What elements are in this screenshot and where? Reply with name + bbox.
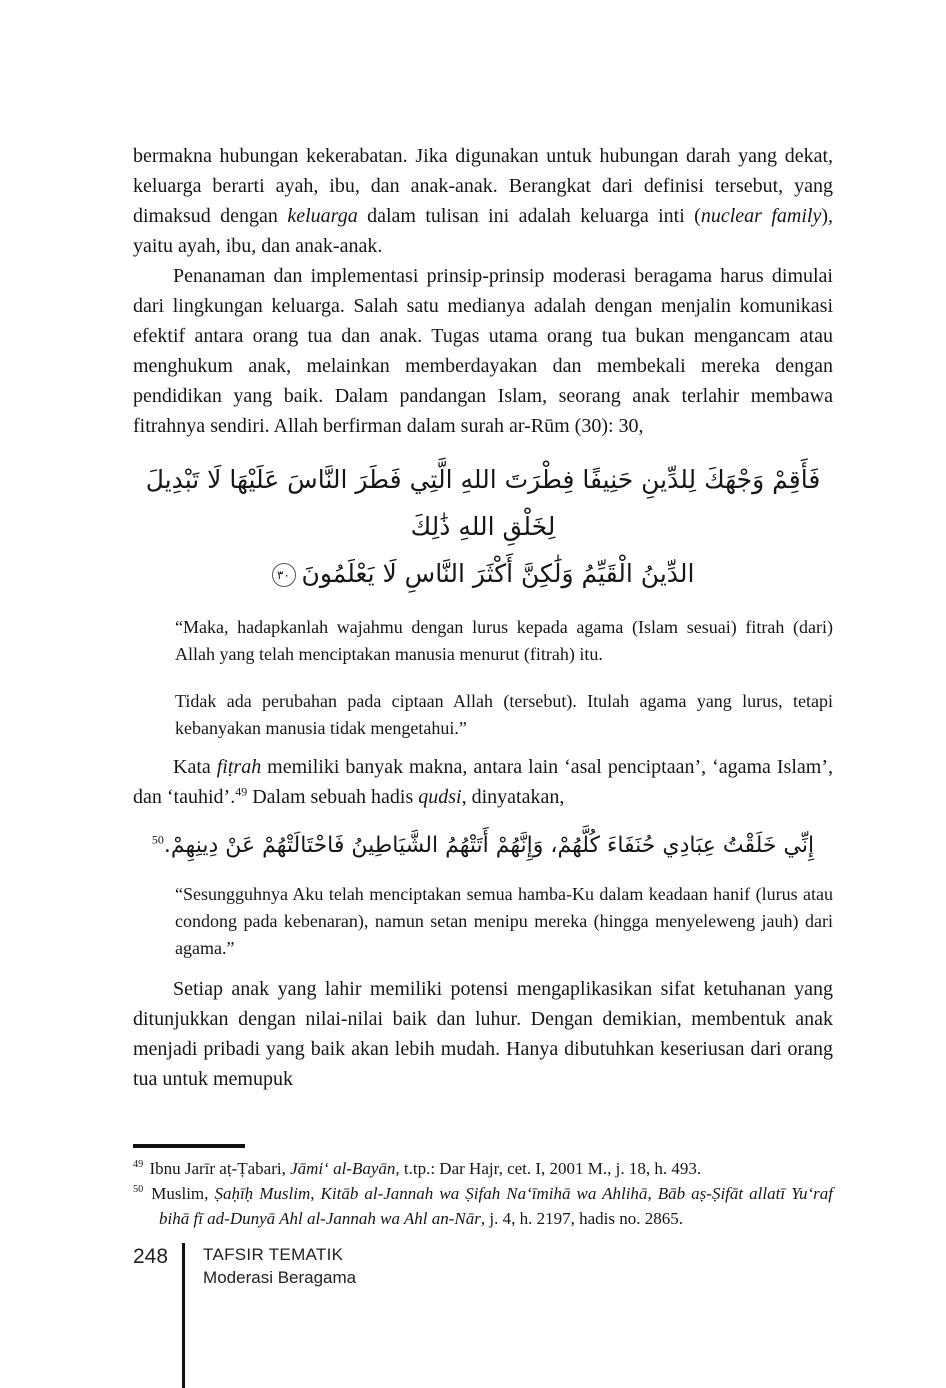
quran-verse-ar-rum-30 (133, 456, 833, 597)
quran-translation-block (175, 614, 833, 742)
quran-verse-line-2: الدِّينُ الْقَيِّمُ وَلَٰكِنَّ أَكْثَرَ النَّاسِ لَا يَعْلَمُونَ٣٠ (133, 550, 833, 597)
footer-divider-line (182, 1243, 185, 1388)
footnote-50: $^{50}$ Muslim, Ṣaḥīḥ Muslim, Kitāb al-Jannah wa Ṣifah Na‘īmihā wa Ahlihā, Bāb aṣ-Ṣifāt allatī Yu‘raf bihā fī ad-Dunyā Ahl al-Jannah wa Ahl an-Nār, j. 4, h. 2197, hadis no. 2865. (133, 1184, 834, 1228)
paragraph-penanaman-moderasi: Penanaman dan implementasi prinsip-prinsip moderasi beragama harus dimulai dari lingkungan keluarga. Salah satu medianya adalah dengan menjalin komunikasi efektif antara orang tua dan anak. Tugas utama orang tua bukan mengancam atau menghukum anak, melainkan memberdayakan dan membekali mereka dengan pendidikan yang baik. Dalam pandangan Islam, seorang anak terlahir membawa fitrahnya sendiri. Allah berfirman dalam surah ar-Rūm (30): 30, (133, 265, 833, 437)
series-title: TAFSIR TEMATIK (203, 1245, 344, 1264)
quote-gap (175, 668, 833, 688)
paragraph-setiap-anak: Setiap anak yang lahir memiliki potensi mengaplikasikan sifat ketuhanan yang ditunjukkan dengan nilai-nilai baik dan luhur. Dengan demikian, membentuk anak menjadi pribadi yang baik akan lebih mudah. Hanya dibutuhkan keseriusan dari orang tua untuk memupuk (133, 978, 833, 1090)
hadith-qudsi-arabic: إِنِّي خَلَقْتُ عِبَادِي حُنَفَاءَ كُلَّهُمْ، وَإِنَّهُمْ أَتَتْهُمُ الشَّيَاطِينُ فَاحْتَالَتْهُمْ عَنْ دِينِهِمْ.$^{50}$ (151, 832, 815, 858)
footer-titles (203, 1243, 356, 1288)
quran-translation-part-1: “Maka, hadapkanlah wajahmu dengan lurus kepada agama (Islam sesuai) fitrah (dari) Allah yang telah menciptakan manusia menurut (fitrah) itu. (175, 617, 833, 664)
text-column (133, 141, 833, 1231)
hadith-translation-text: “Sesungguhnya Aku telah menciptakan semua hamba-Ku dalam keadaan hanif (lurus atau condong pada kebenaran), namun setan menipu mereka (hingga menyeleweng jauh) dari agama.” (175, 884, 833, 958)
hadith-translation-block (175, 881, 833, 962)
footnote-area (133, 1144, 833, 1231)
ayah-number-ornament: ٣٠ (272, 563, 296, 587)
page-footer (133, 1243, 356, 1388)
quran-verse-line-1: فَأَقِمْ وَجْهَكَ لِلدِّينِ حَنِيفًا فِطْرَتَ اللهِ الَّتِي فَطَرَ النَّاسَ عَلَيْهَا لَا تَبْدِيلَ لِخَلْقِ اللهِ ذَٰلِكَ (145, 465, 821, 541)
footnote-49: $^{49}$ Ibnu Jarīr aṭ-Ṭabari, Jāmi‘ al-Bayān, t.tp.: Dar Hajr, cet. I, 2001 M., j. 18, h. 493. (133, 1159, 702, 1178)
footnote-separator-rule (133, 1144, 245, 1148)
paragraph-keluarga-definition: bermakna hubungan kekerabatan. Jika digunakan untuk hubungan darah yang dekat, keluarga berarti ayah, ibu, dan anak-anak. Berangkat dari definisi tersebut, yang dimaksud dengan keluarga dalam tulisan ini adalah keluarga inti (nuclear family), yaitu ayah, ibu, dan anak-anak. (133, 145, 834, 257)
quran-translation-part-2: Tidak ada perubahan pada ciptaan Allah (tersebut). Itulah agama yang lurus, tetapi kebanyakan manusia tidak mengetahui.” (175, 691, 833, 738)
footnote-ref-50: 50 (151, 832, 164, 847)
book-title: Moderasi Beragama (203, 1268, 357, 1287)
paragraph-fitrah-meaning: Kata fiṭrah memiliki banyak makna, antara lain ‘asal penciptaan’, ‘agama Islam’, dan ‘tauhid’.$^{49}$ Dalam sebuah hadis qudsi, dinyatakan, (133, 756, 833, 808)
page-number: 248 (133, 1245, 169, 1268)
